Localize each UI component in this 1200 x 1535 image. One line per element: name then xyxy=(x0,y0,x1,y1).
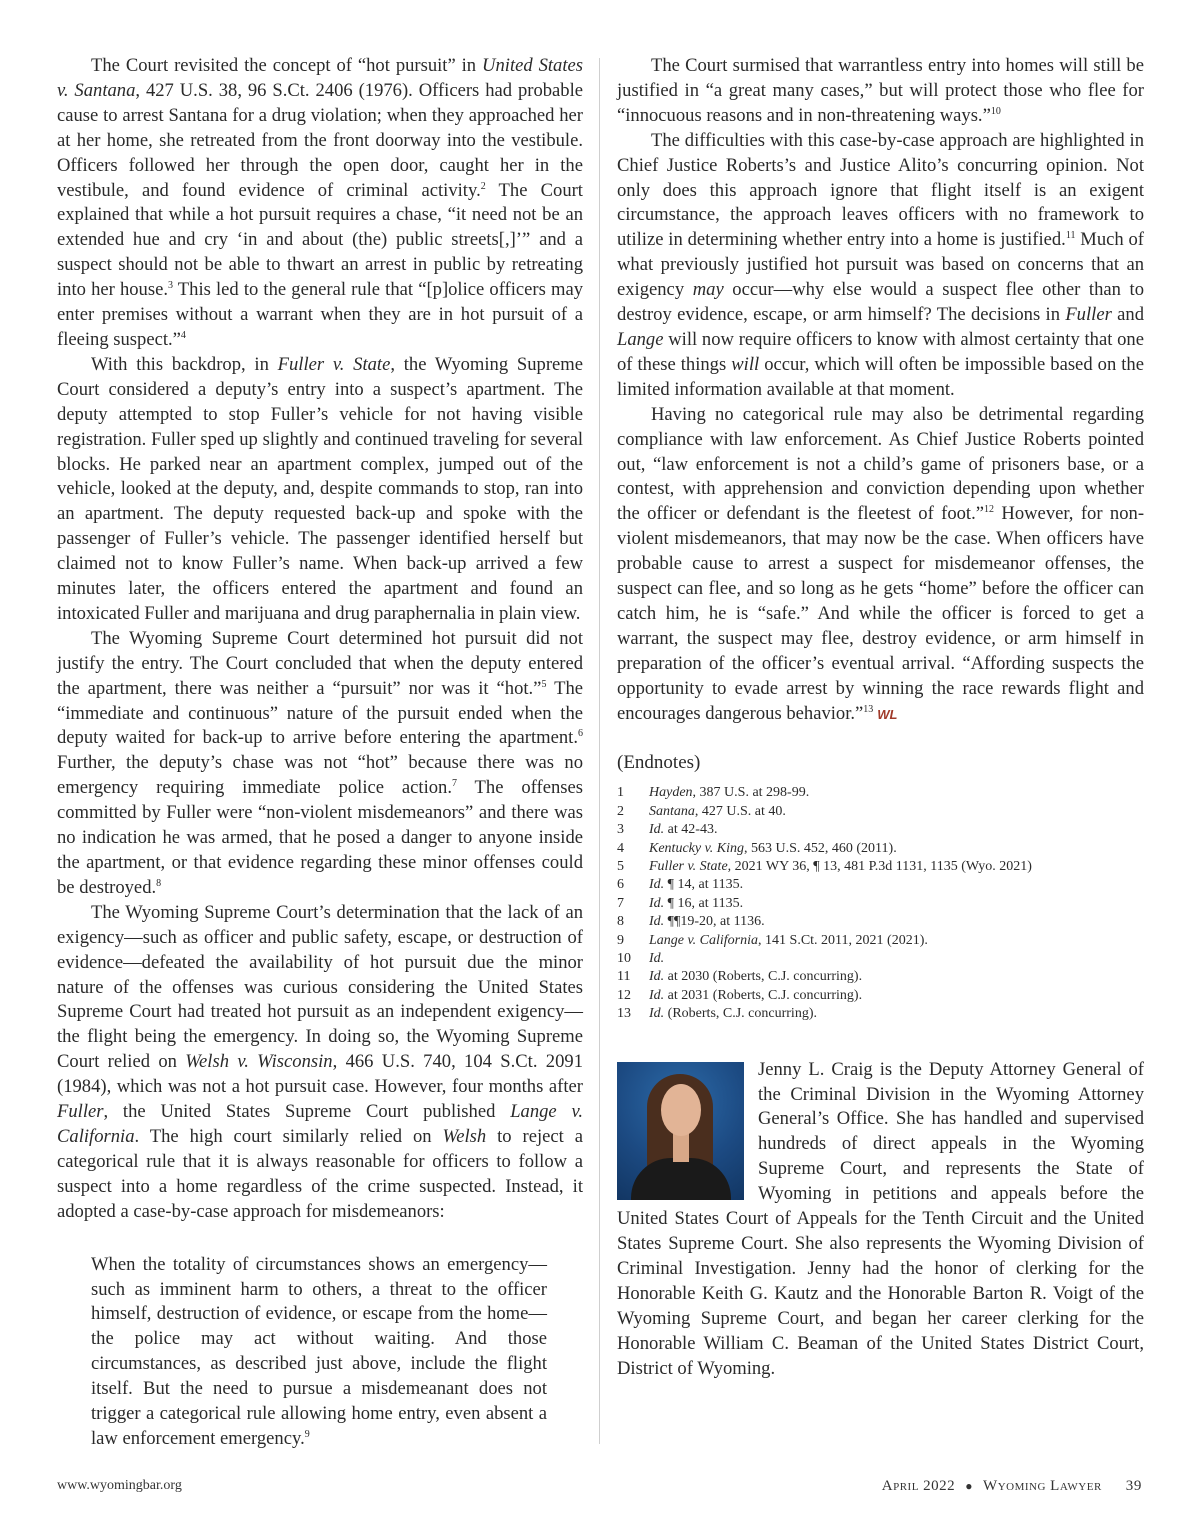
endnote-item xyxy=(617,821,1144,839)
paragraph-fuller: With this backdrop, in Fuller v. State, the Wyoming Supreme Court considered a deputy’s entry into a suspect’s apartment. The deputy attempted to stop Fuller’s vehicle for not having visible registration. Fuller sped up slightly and continued traveling for several blocks. He parked near an apartment complex, jumped out of the vehicle, looked at the deputy, and, despite commands to stop, ran into an apartment. The deputy requested back-up and spoke with the passenger of Fuller’s vehicle. The passenger identified herself but claimed not to know Fuller’s name. When back-up arrived a few minutes later, the officers entered the apartment and found an intoxicated Fuller and marijuana and drug paraphernalia in plain view. xyxy=(57,353,583,624)
endnote-text: Santana, 427 U.S. at 40. xyxy=(649,803,786,819)
endnote-item xyxy=(617,784,1144,802)
footer-website: www.wyomingbar.org xyxy=(57,1478,182,1493)
page-number: 39 xyxy=(1125,1478,1142,1494)
endnote-item xyxy=(617,1005,1144,1023)
endnote-text: Hayden, 387 U.S. at 298-99. xyxy=(649,785,810,801)
paragraph-determination: The Wyoming Supreme Court determined hot pursuit did not justify the entry. The Court concluded that when the deputy entered the apartment, there was neither a “pursuit” nor was it “hot.”$^5$ The “immediate and continuous” nature of the pursuit ended when the deputy waited for back-up to arrive before entering the apartment.$^6$ Further, the deputy’s chase was not “hot” because there was no emergency requiring immediate police action.$^7$ The offenses committed by Fuller were “non-violent misdemeanors” and there was no indication he was armed, that he posed a danger to anyone inside the apartment, or that evidence regarding these minor offenses could be destroyed.$^8$ xyxy=(57,627,583,898)
left-column xyxy=(57,54,583,1452)
endnote-text: Id. (Roberts, C.J. concurring). xyxy=(649,1006,817,1022)
endnote-item xyxy=(617,803,1144,821)
endnote-ref: 10 xyxy=(990,105,1001,117)
endnote-ref: 4 xyxy=(180,329,186,341)
endnote-text: Id. ¶¶19-20, at 1136. xyxy=(649,914,765,930)
endnote-number: 9 xyxy=(617,932,624,948)
endnote-ref: 9 xyxy=(304,1428,310,1440)
endnote-ref: 3 xyxy=(167,279,173,291)
endnote-item xyxy=(617,932,1144,950)
paragraph-santana: The Court revisited the concept of “hot pursuit” in United States v. Santana, 427 U.S. 38, 96 S.Ct. 2406 (1976). Officers had probable cause to arrest Santana for a drug violation; when they approached her at her home, she retreated from the front doorway into the vestibule. Officers followed her through the open door, caught her in the vestibule, and found evidence of criminal activity.$^2$ The Court explained that while a hot pursuit requires a chase, “it need not be an extended hue and cry ‘in and about (the) public streets[,]’” and a suspect should not be able to thwart an arrest in public by retreating into her house.$^3$ This led to the general rule that “[p]olice officers may enter premises without a warrant when they are in hot pursuit of a fleeing suspect.”$^4$ xyxy=(57,55,584,350)
endnote-ref: 12 xyxy=(984,504,995,516)
footer-issue-info xyxy=(882,1478,1142,1495)
paragraph-surmised: The Court surmised that warrantless entry into homes will still be justified in “a great many cases,” but will protect those who flee for “innocuous reasons and in non-threatening ways.”$^{10}$ xyxy=(617,55,1144,126)
wl-end-mark: WL xyxy=(877,706,898,722)
endnote-number: 4 xyxy=(617,840,624,856)
endnote-number: 2 xyxy=(617,803,624,819)
endnote-item xyxy=(617,876,1144,894)
endnote-number: 5 xyxy=(617,859,624,874)
endnote-text: Id. at 2030 (Roberts, C.J. concurring). xyxy=(649,969,863,985)
endnote-item xyxy=(617,895,1144,913)
bio-text: Jenny L. Craig is the Deputy Attorney General of the Criminal Division in the Wyoming Attorney General’s Office. She has handled and supervised hundreds of direct appeals in the Wyoming Supreme Court, and represents the State of Wyoming in petitions and appeals before the United States Court of Appeals for the Tenth Circuit and the United States Supreme Court. She also represents the Wyoming Division of Criminal Investigation. Jenny had the honor of clerking for the Honorable Keith G. Kautz and the Honorable Barton R. Voigt of the Wyoming Supreme Court, and began her career clerking for the Honorable William C. Beaman of the United States District Court, District of Wyoming. xyxy=(617,1058,1144,1379)
endnote-text: Id. xyxy=(649,951,665,967)
endnote-number: 11 xyxy=(617,969,631,985)
footer-publication: Wyoming Lawyer xyxy=(983,1478,1102,1494)
right-column xyxy=(617,54,1144,1381)
endnote-text: Id. ¶ 14, at 1135. xyxy=(649,877,744,893)
endnotes-heading: (Endnotes) xyxy=(617,752,701,774)
endnote-text: Id. at 2031 (Roberts, C.J. concurring). xyxy=(649,987,863,1003)
footer-issue-date: April 2022 xyxy=(881,1478,956,1494)
author-bio xyxy=(617,1058,1144,1382)
endnote-number: 6 xyxy=(617,877,624,893)
endnote-item xyxy=(617,968,1144,986)
column-divider xyxy=(599,58,600,1444)
paragraph-categorical-rule: Having no categorical rule may also be detrimental regarding compliance with law enforcement. As Chief Justice Roberts pointed out, “law enforcement is not a child’s game of prisoners base, or a contest, with apprehension and conviction depending upon whether the officer or defendant is the fleetest of foot.”$^{12}$ However, for non-violent misdemeanors, that may now be the case. When officers have probable cause to arrest a suspect for misdemeanor offenses, the suspect can flee, and so long as he gets “home” before the officer can catch him, he is “safe.” And while the officer is forced to get a warrant, the suspect may flee, destroy evidence, or arm himself in preparation of the officer’s eventual arrival. “Affording suspects the opportunity to evade arrest by winning the race rewards flight and encourages dangerous behavior.”$^{13}$ WL xyxy=(617,403,1145,724)
endnotes-list xyxy=(617,784,1144,1023)
endnote-ref: 2 xyxy=(480,180,486,192)
endnote-text: Id. at 42-43. xyxy=(649,822,718,838)
endnote-number: 3 xyxy=(617,822,624,838)
endnote-item xyxy=(617,913,1144,931)
endnote-text: Id. ¶ 16, at 1135. xyxy=(649,895,744,911)
footer-bullet: ● xyxy=(965,1479,974,1493)
author-photo xyxy=(617,1062,744,1200)
endnote-text: Kentucky v. King, 563 U.S. 452, 460 (2011). xyxy=(649,840,897,856)
endnote-ref: 11 xyxy=(1065,230,1076,242)
endnote-ref: 13 xyxy=(863,703,874,715)
endnote-number: 8 xyxy=(617,914,624,930)
endnote-ref: 6 xyxy=(578,728,583,740)
endnote-number: 10 xyxy=(617,951,631,967)
endnote-text: Lange v. California, 141 S.Ct. 2011, 2021 (2021). xyxy=(649,932,928,948)
endnote-number: 1 xyxy=(617,785,624,801)
endnote-text: Fuller v. State, 2021 WY 36, ¶ 13, 481 P.3d 1131, 1135 (Wyo. 2021) xyxy=(649,859,1032,874)
endnote-ref: 7 xyxy=(451,778,457,790)
paragraph-difficulties: The difficulties with this case-by-case approach are highlighted in Chief Justice Roberts’s and Justice Alito’s concurring opinion. Not only does this approach ignore that flight itself is an exigent circumstance, the approach leaves officers with no framework to utilize in determining whether entry into a home is justified.$^{11}$ Much of what previously justified hot pursuit was based on concerns that an exigency may occur—why else would a suspect flee other than to destroy evidence, escape, or arm himself? The decisions in Fuller and Lange will now require officers to know with almost certainty that one of these things will occur, which will often be impossible based on the limited information available at that moment. xyxy=(617,129,1144,400)
endnote-number: 7 xyxy=(617,895,624,911)
endnote-item xyxy=(617,950,1144,968)
endnote-item xyxy=(617,987,1144,1005)
endnote-ref: 5 xyxy=(541,678,547,690)
endnote-number: 12 xyxy=(617,987,631,1003)
block-quote: When the totality of circumstances shows an emergency—such as imminent harm to others, a threat to the officer himself, destruction of evidence, or escape from the home—the police may act without waiting. And those circumstances, as described just above, include the flight itself. But the need to pursue a misdemeanant does not trigger a categorical rule allowing home entry, even absent a law enforcement emergency.$^9$ xyxy=(91,1253,547,1449)
endnote-item xyxy=(617,840,1144,858)
endnote-ref: 8 xyxy=(156,877,162,889)
endnote-number: 13 xyxy=(617,1006,631,1022)
paragraph-lange: The Wyoming Supreme Court’s determination that the lack of an exigency—such as officer and public safety, escape, or destruction of evidence—defeated the availability of hot pursuit due the minor nature of the offenses was curious considering the United States Supreme Court had treated hot pursuit as an independent exigency—the flight being the emergency. In doing so, the Wyoming Supreme Court relied on Welsh v. Wisconsin, 466 U.S. 740, 104 S.Ct. 2091 (1984), which was not a hot pursuit case. However, four months after Fuller, the United States Supreme Court published Lange v. California. The high court similarly relied on Welsh to reject a categorical rule that it is always reasonable for officers to follow a suspect into a home regardless of the crime suspected. Instead, it adopted a case-by-case approach for misdemeanors: xyxy=(57,901,583,1222)
endnote-item xyxy=(617,858,1144,876)
